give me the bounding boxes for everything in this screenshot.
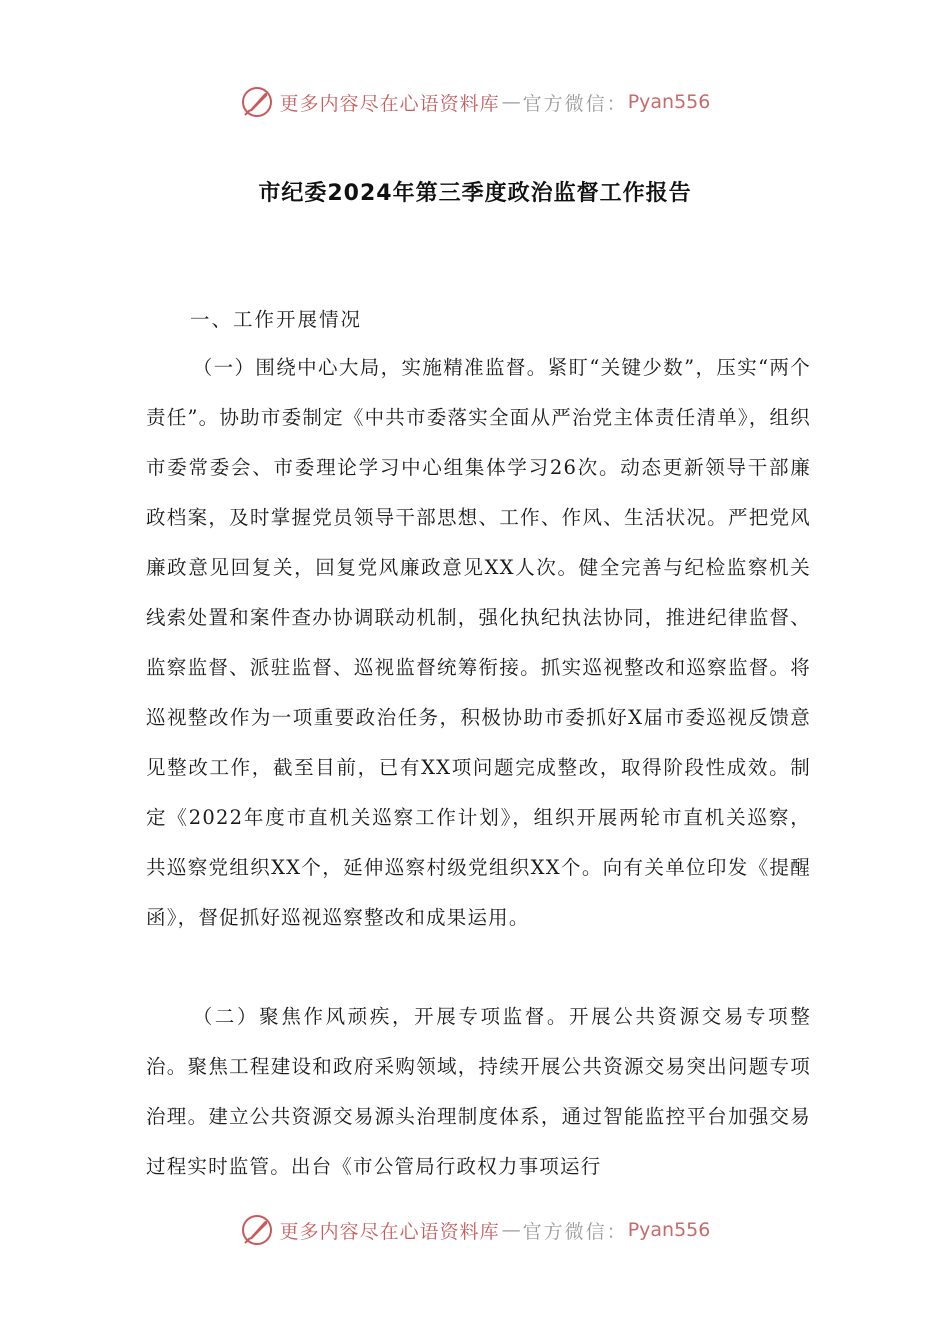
watermark-wechat-label: 官方微信： — [522, 92, 628, 115]
quill-pen-icon — [240, 1213, 274, 1247]
document-title: 市纪委2024年第三季度政治监督工作报告 — [258, 181, 692, 206]
header-watermark — [0, 80, 950, 124]
watermark-wechat-id: Pyan556 — [627, 91, 711, 113]
watermark-text: 更多内容尽在心语资料库 — [279, 92, 500, 115]
paragraph-2: （二）聚焦作风顽疾，开展专项监督。开展公共资源交易专项整治。聚焦工程建设和政府采购领域，持续开展公共资源交易突出问题专项治理。建立公共资源交易源头治理制度体系，通过智能监控平台加强交易过程实时监管。出台《市公管局行政权力事项运行 — [146, 1005, 811, 1178]
watermark-dash: — — [501, 1219, 521, 1241]
watermark-wechat-id: Pyan556 — [627, 1219, 711, 1241]
quill-pen-icon — [240, 85, 274, 119]
watermark-text: 更多内容尽在心语资料库 — [279, 1220, 500, 1243]
section-heading: 一、工作开展情况 — [190, 308, 363, 331]
paragraph-1: （一）围绕中心大局，实施精准监督。紧盯“关键少数”，压实“两个责任”。协助市委制定《中共市委落实全面从严治党主体责任清单》，组织市委常委会、市委理论学习中心组集体学习26次。动态更新领导干部廉政档案，及时掌握党员领导干部思想、工作、作风、生活状况。严把党风廉政意见回复关，回复党风廉政意见XX人次。健全完善与纪检监察机关线索处置和案件查办协调联动机制，强化执纪执法协同，推进纪律监督、监察监督、派驻监督、巡视监督统筹衔接。抓实巡视整改和巡察监督。将巡视整改作为一项重要政治任务，积极协助市委抓好X届市委巡视反馈意见整改工作，截至目前，已有XX项问题完成整改，取得阶段性成效。制定《2022年度市直机关巡察工作计划》，组织开展两轮市直机关巡察，共巡察党组织XX个，延伸巡察村级党组织XX个。向有关单位印发《提醒函》，督促抓好巡视巡察整改和成果运用。 — [146, 356, 811, 929]
watermark-dash: — — [501, 91, 521, 113]
footer-watermark — [0, 1208, 950, 1252]
watermark-wechat-label: 官方微信： — [522, 1220, 628, 1243]
